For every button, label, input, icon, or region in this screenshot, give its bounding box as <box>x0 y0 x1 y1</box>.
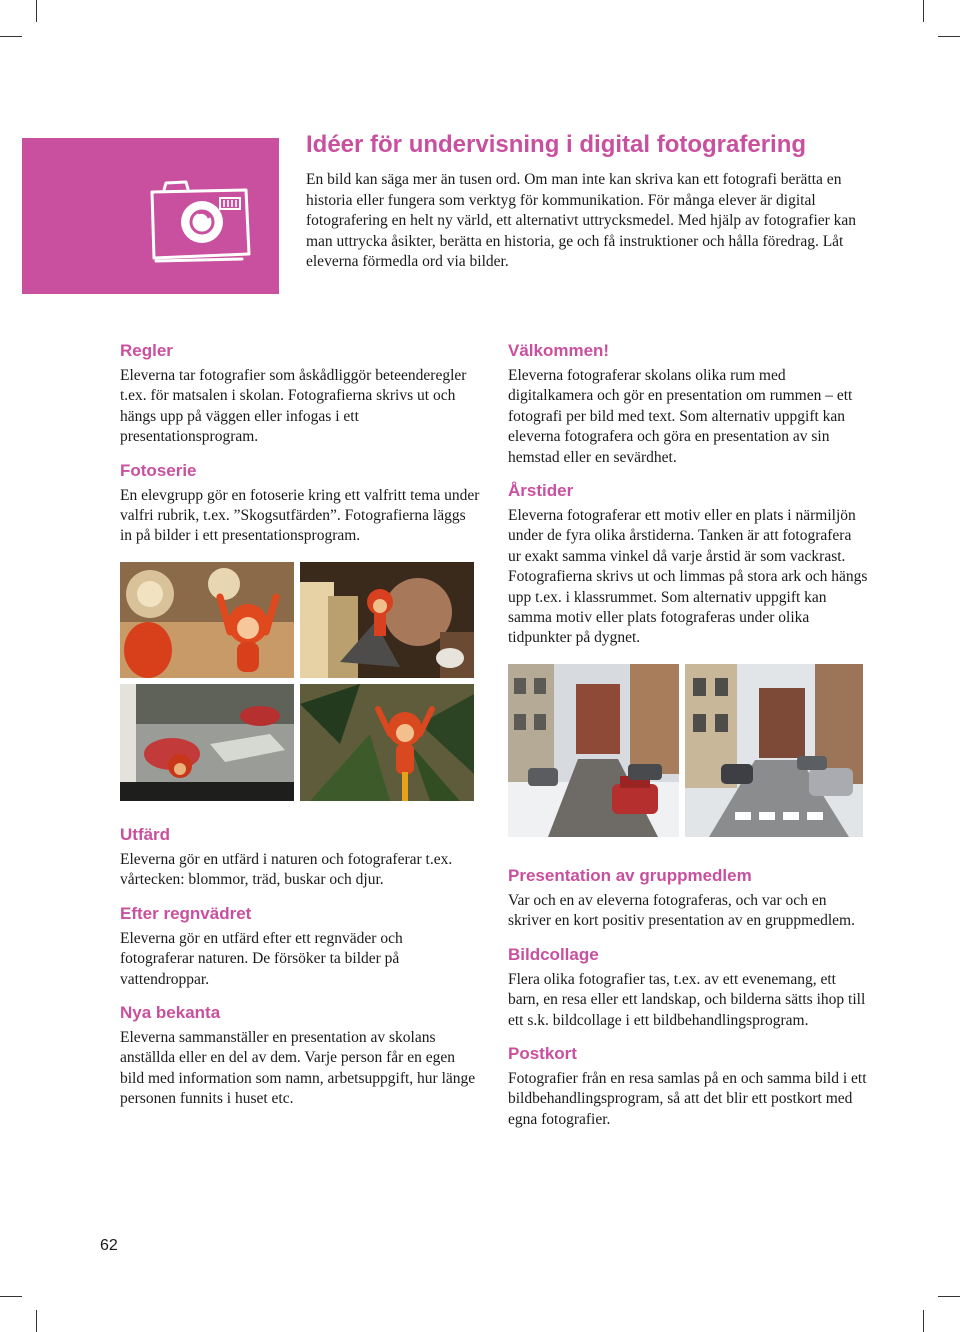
crop-mark <box>923 0 924 22</box>
section-text-fotoserie: En elevgrupp gör en fotoserie kring ett valfritt tema under valfri rubrik, t.ex. ”Skogsutfärden”. Fotografierna läggs in på bilder i ett presentationsprogram. <box>120 486 480 545</box>
photo-monkey-mirror <box>120 562 294 678</box>
section-text-valkommen: Eleverna fotograferar skolans olika rum med digitalkamera och gör en presentation om rummen – ett fotografi per bild med text. Som alternativ uppgift kan eleverna fotografera och göra en presentation av sin hemstad eller en sevärdhet. <box>508 367 853 466</box>
crop-mark <box>36 1310 37 1332</box>
section-heading-bildcollage: Bildcollage <box>508 944 599 964</box>
crop-mark <box>938 36 960 37</box>
section-heading-efter-regnvadret: Efter regnvädret <box>120 903 252 923</box>
section-heading-arstider: Årstider <box>508 481 574 501</box>
camera-icon <box>146 180 272 275</box>
section-text-presentation: Var och en av eleverna fotograferas, och var och en skriver en kort positiv presentation av en gruppmedlem. <box>508 892 855 930</box>
column-left-bottom <box>120 824 480 1122</box>
column-right-bottom <box>508 865 868 1142</box>
crop-mark <box>938 1296 960 1297</box>
column-left-top <box>120 340 480 559</box>
intro-paragraph: En bild kan säga mer än tusen ord. Om man inte kan skriva kan ett fotografi berätta en historia eller fungera som verktyg för kommunikation. För många elever är digital fotografering en helt ny värld, ett alternativt uttrycksmedel. Med hjälp av fotografier kan man uttrycka åsikter, berätta en historia, ge och få instruktioner och hålla föredrag. Låt eleverna förmedla ord via bilder. <box>306 171 857 270</box>
photo-street-winter <box>508 664 679 837</box>
crop-mark <box>0 36 22 37</box>
crop-mark <box>0 1296 22 1297</box>
intro-banner <box>22 138 279 294</box>
section-text-arstider: Eleverna fotograferar ett motiv eller en plats i närmiljön under de fyra olika årstiderna. Tanken är att fotografera ur exakt samma vinkel då varje årstid är som vackrast. Fotografierna skrivs ut och limmas på stora ark och hängs upp t.ex. i klassrummet. Som alternativ uppgift kan samma motiv eller plats fotograferas under olika tidpunkter på dygnet. <box>508 507 868 647</box>
photo-monkey-still-life <box>300 562 474 678</box>
section-text-bildcollage: Flera olika fotografier tas, t.ex. av ett evenemang, ett barn, en resa eller ett landskap, och bilderna sätts ihop till ett s.k. bildcollage i ett bildbehandlingsprogram. <box>508 970 866 1029</box>
section-heading-fotoserie: Fotoserie <box>120 460 197 480</box>
column-right-top <box>508 340 868 661</box>
section-heading-presentation: Presentation av gruppmedlem <box>508 866 752 885</box>
page-number: 62 <box>100 1237 118 1254</box>
section-text-postkort: Fotografier från en resa samlas på en och samma bild i ett bildbehandlingsprogram, så att det blir ett postkort med egna fotografier. <box>508 1070 867 1128</box>
crop-mark <box>36 0 37 22</box>
section-text-nya-bekanta: Eleverna sammanställer en presentation av skolans anställda eller en del av dem. Varje person får en egen bild med information som namn, arbetsuppgift, hur länge personen funnits i huset etc. <box>120 1029 476 1108</box>
section-text-regler: Eleverna tar fotografier som åskådliggör beteenderegler t.ex. för matsalen i skolan. Fotografierna skrivs ut och hängs upp på väggen eller infogas i ett presentationsprogram. <box>120 367 467 446</box>
section-heading-utfard: Utfärd <box>120 825 171 844</box>
section-heading-nya-bekanta: Nya bekanta <box>120 1003 221 1023</box>
photo-street-summer <box>685 664 863 837</box>
section-text-efter-regnvadret: Eleverna gör en utfärd efter ett regnväder och fotograferar naturen. De försöker ta bilder på vattendroppar. <box>120 929 403 988</box>
section-heading-postkort: Postkort <box>508 1044 577 1064</box>
section-text-utfard: Eleverna gör en utfärd i naturen och fotograferar t.ex. vårtecken: blommor, träd, buskar och djur. <box>120 851 453 889</box>
photo-monkey-window <box>120 684 294 801</box>
section-heading-valkommen: Välkommen! <box>508 341 610 360</box>
section-heading-regler: Regler <box>120 341 173 360</box>
crop-mark <box>923 1310 924 1332</box>
photo-monkey-plant <box>300 684 474 801</box>
page-title: Idéer för undervisning i digital fotografering <box>306 131 807 158</box>
